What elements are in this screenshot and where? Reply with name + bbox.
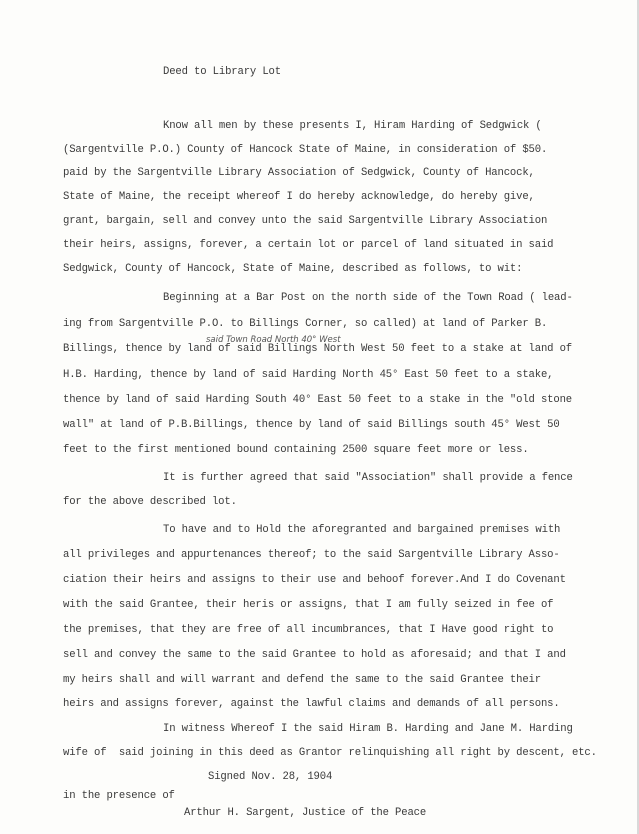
witness-name: Arthur H. Sargent, Justice of the Peace xyxy=(184,807,427,819)
text-line: Billings, thence by land of said Billings North West 50 feet to a stake at land of xyxy=(63,343,572,355)
text-line: In witness Whereof I the said Hiram B. Harding and Jane M. Harding xyxy=(163,723,573,735)
handwritten-insertion: said Town Road North 40° West xyxy=(206,335,341,345)
text-line: heirs and assigns forever, against the lawful claims and demands of all persons. xyxy=(63,698,560,710)
text-line: feet to the first mentioned bound containing 2500 square feet more or less. xyxy=(63,444,529,456)
text-line: paid by the Sargentville Library Association of Sedgwick, County of Hancock, xyxy=(63,167,535,179)
text-line: State of Maine, the receipt whereof I do hereby acknowledge, do hereby give, xyxy=(63,191,535,203)
text-line: thence by land of said Harding South 40° East 50 feet to a stake in the "old stone xyxy=(63,394,572,406)
document-title: Deed to Library Lot xyxy=(163,66,281,78)
text-line: grant, bargain, sell and convey unto the said Sargentville Library Association xyxy=(63,215,548,227)
text-line: sell and convey the same to the said Grantee to hold as aforesaid; and that I and xyxy=(63,649,566,661)
witness-intro: in the presence of xyxy=(63,790,175,802)
text-line: To have and to Hold the aforegranted and bargained premises with xyxy=(163,524,561,536)
text-line: Know all men by these presents I, Hiram Harding of Sedgwick ( xyxy=(163,120,542,132)
text-line: all privileges and appurtenances thereof; to the said Sargentville Library Asso- xyxy=(63,549,560,561)
text-line: with the said Grantee, their heris or assigns, that I am fully seized in fee of xyxy=(63,599,554,611)
text-line: It is further agreed that said "Association" shall provide a fence xyxy=(163,472,573,484)
text-line: my heirs shall and will warrant and defend the same to the said Grantee their xyxy=(63,674,541,686)
text-line: the premises, that they are free of all incumbrances, that I Have good right to xyxy=(63,624,554,636)
text-line: H.B. Harding, thence by land of said Harding North 45° East 50 feet to a stake, xyxy=(63,369,554,381)
signed-date: Signed Nov. 28, 1904 xyxy=(208,771,333,783)
text-line: wife of said joining in this deed as Grantor relinquishing all right by descent, etc. xyxy=(63,747,597,759)
text-line: wall" at land of P.B.Billings, thence by land of said Billings south 45° West 50 xyxy=(63,419,560,431)
text-line: their heirs, assigns, forever, a certain lot or parcel of land situated in said xyxy=(63,239,554,251)
text-line: ciation their heirs and assigns to their use and behoof forever.And I do Covenant xyxy=(63,574,566,586)
text-line: for the above described lot. xyxy=(63,496,237,508)
text-line: Sedgwick, County of Hancock, State of Maine, described as follows, to wit: xyxy=(63,263,523,275)
text-line: ing from Sargentville P.O. to Billings Corner, so called) at land of Parker B. xyxy=(63,318,548,330)
text-line: (Sargentville P.O.) County of Hancock State of Maine, in consideration of $50. xyxy=(63,144,548,156)
text-line: Beginning at a Bar Post on the north side of the Town Road ( lead- xyxy=(163,292,573,304)
